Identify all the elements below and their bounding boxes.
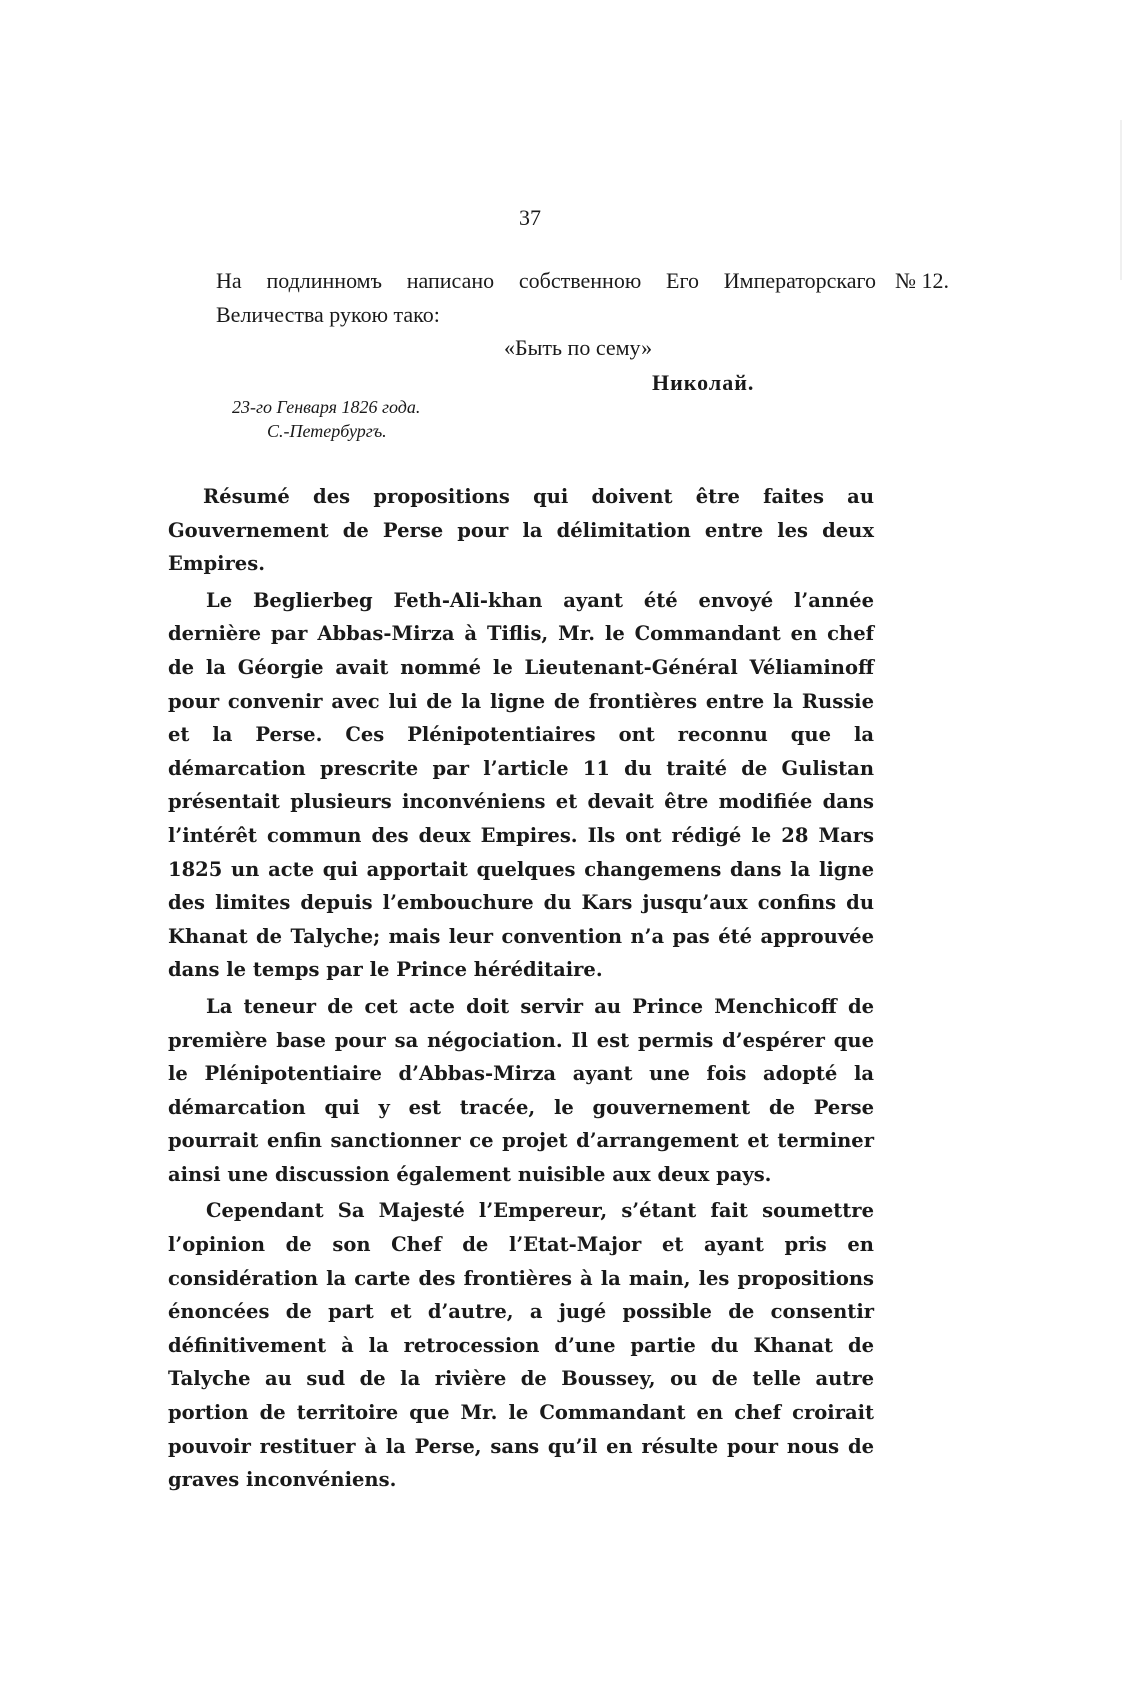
scan-margin-mark	[1120, 120, 1122, 280]
imperial-signature: Николай.	[652, 370, 755, 395]
body-paragraph: Le Beglierbeg Feth-Ali-khan ayant été envoyé l’année dernière par Abbas-Mirza à Tiflis, Mr. le Commandant en chef de la Géorgie avait nommé le Lieutenant-Général Véliaminoff pour convenir avec lui de la ligne de frontières entre la Russie et la Perse. Ces Plénipotentiaires ont reconnu que la démarcation prescrite par l’article 11 du traité de Gulistan présentait plusieurs inconvéniens et devait être modifiée dans l’intérêt commun des deux Empires. Ils ont rédigé le 28 Mars 1825 un acte qui apportait quelques changemens dans la ligne des limites depuis l’embouchure du Kars jusqu’aux confins du Khanat de Talyche; mais leur convention n’a pas été approuvée dans le temps par le Prince héréditaire.	[168, 588, 874, 982]
place-line: С.-Петербургъ.	[267, 421, 387, 441]
date-line: 23-го Генваря 1826 года.	[232, 397, 421, 417]
imperial-resolution: «Быть по сему»	[504, 335, 653, 360]
header-note-line1: На подлинномъ написано собственною Его Императорскаго	[216, 268, 876, 293]
document-title: Résumé des propositions qui doivent être faites au Gouvernement de Perse pour la délimitation entre les deux Empires.	[168, 485, 874, 576]
body-text	[168, 480, 874, 1500]
header-note-line2: Величества рукою тако:	[216, 302, 440, 327]
page-number: 37	[519, 205, 541, 230]
document-number: № 12.	[895, 268, 949, 293]
body-paragraph: La teneur de cet acte doit servir au Prince Menchicoff de première base pour sa négociation. Il est permis d’espérer que le Plénipotentiaire d’Abbas-Mirza ayant une fois adopté la démarcation qui y est tracée, le gouvernement de Perse pourrait enfin sanctionner ce projet d’arrangement et terminer ainsi une discussion également nuisible aux deux pays.	[168, 994, 874, 1186]
body-paragraph: Cependant Sa Majesté l’Empereur, s’étant fait soumettre l’opinion de son Chef de l’Etat-Major et ayant pris en considération la carte des frontières à la main, les propositions énoncées de part et d’autre, a jugé possible de consentir définitivement à la retrocession d’une partie du Khanat de Talyche au sud de la rivière de Boussey, ou de telle autre portion de territoire que Mr. le Commandant en chef croirait pouvoir restituer à la Perse, sans qu’il en résulte pour nous de graves inconvéniens.	[168, 1199, 874, 1492]
